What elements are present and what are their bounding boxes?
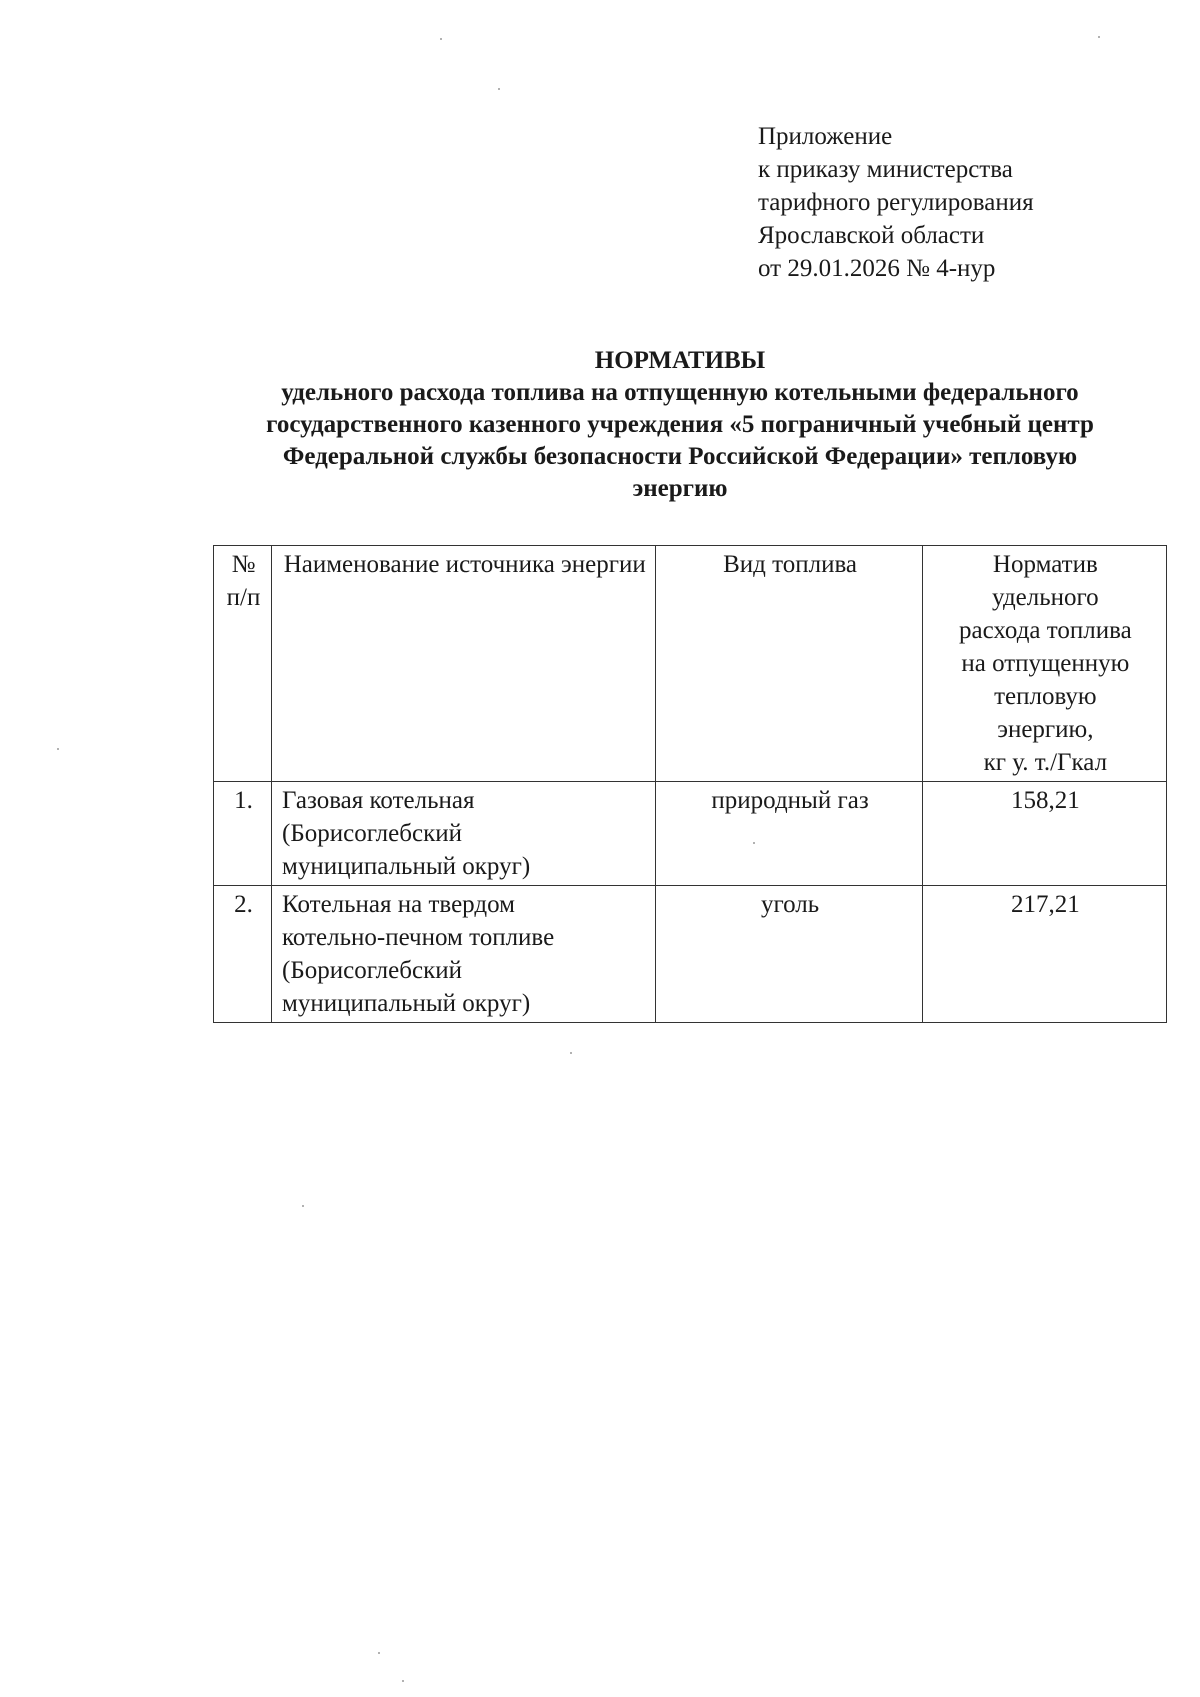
scan-speck <box>440 38 442 40</box>
header-norm-line: Норматив <box>992 551 1098 578</box>
row-source-name-line: муниципальный округ) <box>282 990 531 1017</box>
document-heading <box>200 345 1160 505</box>
scan-speck <box>753 842 755 844</box>
norms-table <box>213 545 1167 1023</box>
appendix-line: Ярославской области <box>758 222 985 249</box>
heading-line: государственного казенного учреждения «5 пограничный учебный центр <box>266 411 1094 438</box>
header-norm-unit: кг у. т./Гкал <box>983 749 1108 776</box>
row-source-name-line: (Борисоглебский <box>282 957 462 984</box>
appendix-line: к приказу министерства <box>758 156 1013 183</box>
row-source-name-line: Газовая котельная <box>282 787 475 814</box>
scan-speck <box>57 748 59 750</box>
heading-line: энергию <box>632 475 728 502</box>
row-fuel-type: уголь <box>656 886 922 1023</box>
scan-speck <box>570 1052 572 1054</box>
scan-speck <box>498 88 500 90</box>
heading-line: Федеральной службы безопасности Российской Федерации» тепловую <box>282 443 1078 470</box>
row-source-name-line: котельно-печном топливе <box>282 924 555 951</box>
heading-line: удельного расхода топлива на отпущенную котельными федерального <box>281 379 1079 406</box>
scan-speck <box>302 1205 304 1207</box>
header-norm <box>922 546 1166 782</box>
row-source-name-line: (Борисоглебский <box>282 820 462 847</box>
table-row <box>214 782 1167 886</box>
row-norm-value: 158,21 <box>922 782 1166 886</box>
scan-speck <box>1098 36 1100 38</box>
appendix-date-number: от 29.01.2026 № 4-нур <box>758 255 996 282</box>
scan-speck <box>402 1680 404 1682</box>
header-fuel-type: Вид топлива <box>656 546 922 782</box>
appendix-block <box>758 120 1034 285</box>
scan-speck <box>378 1652 380 1654</box>
header-norm-line: тепловую <box>994 683 1097 710</box>
header-norm-line: на отпущенную <box>961 650 1130 677</box>
appendix-line: тарифного регулирования <box>758 189 1034 216</box>
row-source-name-line: муниципальный округ) <box>282 853 531 880</box>
header-norm-line: удельного <box>992 584 1099 611</box>
header-norm-line: энергию, <box>997 716 1094 743</box>
table-row <box>214 886 1167 1023</box>
row-num: 2. <box>214 886 272 1023</box>
document-title: НОРМАТИВЫ <box>594 347 766 374</box>
row-source-name-line: Котельная на твердом <box>282 891 515 918</box>
row-source-name <box>272 782 656 886</box>
row-source-name <box>272 886 656 1023</box>
appendix-line: Приложение <box>758 123 893 150</box>
header-source-name-text: Наименование источника энергии <box>283 551 646 578</box>
header-norm-line: расхода топлива <box>959 617 1132 644</box>
header-source-name <box>272 546 656 782</box>
row-num: 1. <box>214 782 272 886</box>
header-num: № п/п <box>214 546 272 782</box>
table-header-row <box>214 546 1167 782</box>
row-norm-value: 217,21 <box>922 886 1166 1023</box>
row-fuel-type: природный газ <box>656 782 922 886</box>
